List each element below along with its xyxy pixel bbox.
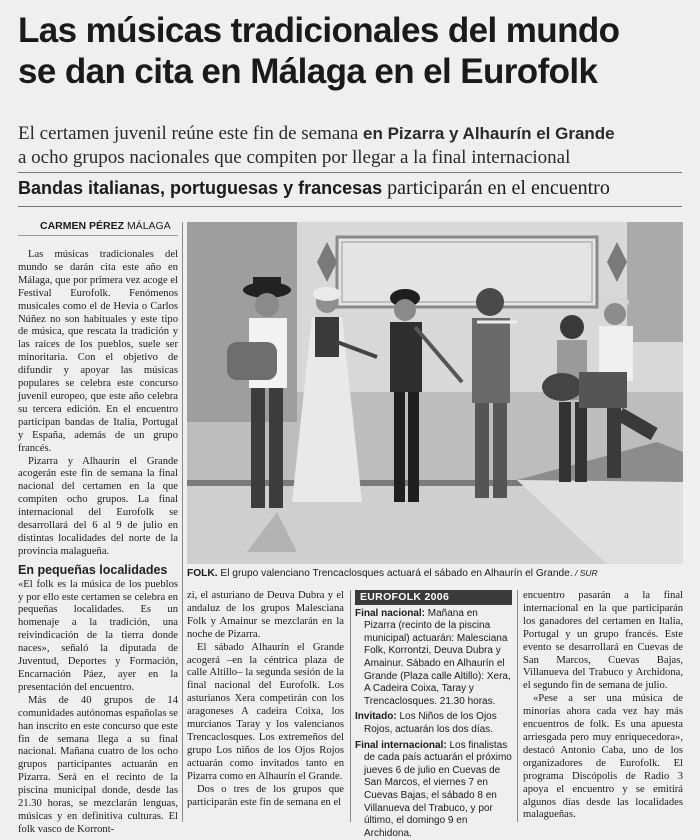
- author-name: CARMEN PÉREZ: [40, 220, 125, 232]
- photo-caption: [187, 568, 683, 579]
- caption-label: FOLK.: [187, 568, 218, 579]
- deck-line-1: [18, 123, 615, 144]
- eurofolk-info-box: [355, 590, 512, 840]
- headline: [18, 10, 688, 92]
- byline: [18, 220, 178, 236]
- column-divider: [182, 222, 183, 822]
- caption-text: El grupo valenciano Trencaclosques actuará el sábado en Alhaurín el Grande.: [217, 568, 573, 579]
- divider-bottom: [18, 206, 682, 207]
- paragraph: zi, el asturiano de Deuva Dubra y el andaluz de los grupos Malesciana Folk y Amainur se mezclarán en la noche de Pizarra.: [187, 590, 344, 640]
- paragraph: Dos o tres de los grupos que participarán este fin de semana en el: [187, 783, 344, 808]
- info-item: [355, 711, 512, 736]
- section-heading: En pequeñas localidades: [18, 562, 168, 577]
- deck-line-2: a ocho grupos nacionales que compiten por llegar a la final internacional: [18, 147, 571, 168]
- info-item: [355, 740, 512, 840]
- band-photo: [187, 222, 683, 564]
- deck-places: en Pizarra y Alhaurín el Grande: [363, 124, 615, 143]
- paragraph: El sábado Alhaurín el Grande acogerá –en la céntrica plaza de calle Altillo– la segunda sesión de la final nacional del Eurofolk. Los asturianos Xera competirán con los aragoneses A cadeira Coixa, los murcianos Taray y los valencianos Trencaclosques. Los extremeños del grupo Los niños de los Ojos Rojos actuarán como invitados tanto en Pizarra como en Alhaurín el Grande.: [187, 641, 344, 782]
- divider-top: [18, 172, 682, 173]
- column-2: [187, 590, 344, 809]
- paragraph: «El folk es la música de los pueblos y por ello este certamen se celebra en pequeñas localidades. Es un homenaje a la tradición, una reivindicación de la tierra donde naces», señaló la diputada de Juventud, Deportes y Formación, Encarnación Páez, ayer en la presentación del encuentro.: [18, 578, 178, 693]
- caption-source: / SUR: [572, 568, 598, 578]
- column-divider: [517, 590, 518, 822]
- paragraph: Pizarra y Alhaurín el Grande acogerán este fin de semana la final nacional del certamen en la que compiten ocho grupos. La final internacional del Eurofolk se desarrollará del 6 al 9 de julio en distintas localidades del norte de la provincia malagueña.: [18, 455, 178, 557]
- info-item-label: Final nacional:: [355, 607, 426, 619]
- column-4: [523, 590, 683, 822]
- headline-line-1: Las músicas tradicionales del mundo: [18, 11, 620, 50]
- band-photo-illustration: [187, 222, 683, 564]
- subdeck: [18, 176, 688, 200]
- paragraph: Las músicas tradicionales del mundo se darán cita este año en Málaga, que por primera vez acoge el Festival Eurofolk. Fenómenos musicales como el de Hevia o Carlos Núñez no son habituales y este tipo de música, que rescata la tradición y las raíces de los pueblos, suele ser minoritaria. Con el objetivo de difundir y apoyar las músicas populares se celebra este concurso juvenil europeo, que este año celebra su tercera edición. En el encuentro participan bandas de Italia, Portugal y España, además de un grupo francés.: [18, 249, 178, 454]
- deck: [18, 122, 688, 170]
- paragraph: «Pese a ser una música de minorías ahora cada vez hay más encuentros de folk. Es una apuesta arriesgada pero muy enriquecedora», destacó Antonio Caba, uno de los organizadores de Eurofolk. El programa Discópolis de Radio 3 apoya el encuentro y se emitirá algunos días desde las localidades malagueñas.: [523, 693, 683, 821]
- subdeck-bold: Bandas italianas, portuguesas y francesas: [18, 178, 383, 198]
- column-1: [18, 249, 178, 837]
- info-item-text: Los finalistas de cada país actuarán el próximo jueves 6 de julio en Cuevas de San Marcos, el viernes 7 en Cuevas Bajas, el sábado 8 en Villanueva del Trabuco, y por último, el domingo 9 en Archidona.: [364, 739, 512, 839]
- info-box-title: EUROFOLK 2006: [355, 590, 512, 605]
- headline-line-2: se dan cita en Málaga en el Eurofolk: [18, 52, 598, 91]
- subdeck-rest: participarán en el encuentro: [382, 177, 610, 199]
- paragraph: Más de 40 grupos de 14 comunidades autónomas españolas se han inscrito en este concurso que este fin de semana llega a su final nacional. Mañana cuatro de los ocho grupos participantes actuarán en Pizarra. Será en el recinto de la piscina municipal donde, desde las 21.30 horas, se mezclarán lenguas, músicas y en definitiva culturas. El folk vasco de Korront-: [18, 694, 178, 835]
- info-item-label: Invitado:: [355, 711, 397, 723]
- info-item: [355, 608, 512, 709]
- paragraph: encuentro pasarán a la final internacional en la que participarán los ganadores del certamen en Italia, Portugal y un grupo francés. Este evento se desarrollará en Cuevas de San Marcos, Cuevas Bajas, Villanueva del Trabuco y Archidona, el segundo fin de semana de julio.: [523, 590, 683, 692]
- author-place: MÁLAGA: [126, 220, 171, 232]
- deck-text: El certamen juvenil reúne este fin de semana: [18, 123, 364, 144]
- info-item-text: Mañana en Pizarra (recinto de la piscina municipal) actuarán: Malesciana Folk, Korrontzi, Deuva Dubra y Amainur. Sábado en Alhaurín el Grande (Plaza calle Altillo): Xera, A Cadeira Coixa, Taray y Trencaclosques. 21.30 horas.: [364, 607, 511, 707]
- column-divider: [350, 590, 351, 822]
- info-item-label: Final internacional:: [355, 739, 447, 751]
- info-item-text: Los Niños de los Ojos Rojos, actuarán los dos días.: [364, 711, 497, 735]
